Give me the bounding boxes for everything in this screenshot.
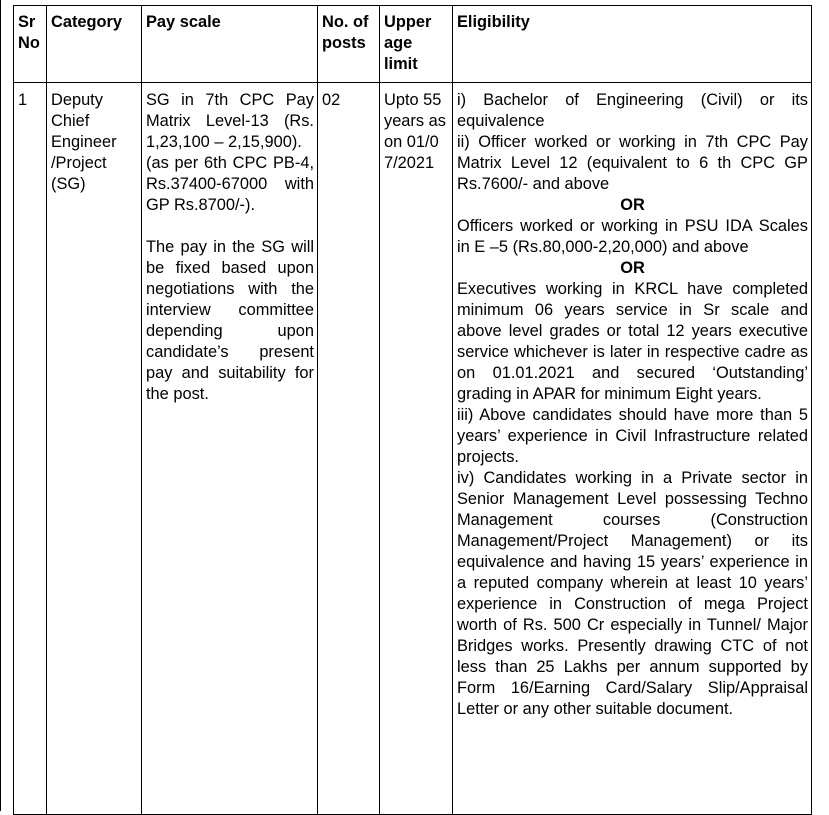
- cell-sr-no: 1: [14, 83, 47, 815]
- header-sr-no: Sr No: [14, 6, 47, 83]
- header-eligibility: Eligibility: [453, 6, 812, 83]
- cell-pay-scale: [142, 83, 318, 815]
- page-edge-rule: [0, 0, 1, 811]
- header-age-limit: Upper age limit: [380, 6, 453, 83]
- cell-category: Deputy Chief Engineer /Project (SG): [47, 83, 142, 815]
- pay-scale-level: SG in 7th CPC Pay Matrix Level-13 (Rs. 1,23,100 – 2,15,900).: [146, 91, 314, 151]
- table-row: [14, 83, 812, 815]
- or-separator: OR: [620, 196, 645, 214]
- header-posts: No. of posts: [318, 6, 380, 83]
- eligibility-i: i) Bachelor of Engineering (Civil) or its equivalence: [457, 91, 808, 130]
- cell-posts: 02: [318, 83, 380, 815]
- eligibility-krcl: Executives working in KRCL have completed minimum 06 years service in Sr scale and above level grades or total 12 years executive service whichever is later in respective cadre as on 01.01.2021 and secured ‘Outstanding’ grading in APAR for minimum Eight years.: [457, 280, 808, 403]
- or-separator: OR: [620, 259, 645, 277]
- cell-eligibility: [453, 83, 812, 815]
- eligibility-table: [13, 5, 812, 815]
- eligibility-ii: ii) Officer worked or working in 7th CPC Pay Matrix Level 12 (equivalent to 6 th CPC GP Rs.7600/- and above: [457, 133, 808, 193]
- eligibility-psu: Officers worked or working in PSU IDA Scales in E –5 (Rs.80,000-2,20,000) and above: [457, 217, 808, 256]
- spacer: [146, 216, 314, 237]
- header-category: Category: [47, 6, 142, 83]
- table-header-row: [14, 6, 812, 83]
- header-pay-scale: Pay scale: [142, 6, 318, 83]
- eligibility-iii: iii) Above candidates should have more than 5 years’ experience in Civil Infrastructure related projects.: [457, 406, 808, 466]
- eligibility-iv: iv) Candidates working in a Private sector in Senior Management Level possessing Techno Management courses (Construction Management/Project Management) or its equivalence and having 15 years’ experience in a reputed company wherein at least 10 years’ experience in Construction of mega Project worth of Rs. 500 Cr especially in Tunnel/ Major Bridges works. Presently drawing CTC of not less than 25 Lakhs per annum supported by Form 16/Earning Card/Salary Slip/Appraisal Letter or any other suitable document.: [457, 469, 808, 718]
- pay-scale-note: The pay in the SG will be fixed based upon negotiations with the interview committee depending upon candidate’s present pay and suitability for the post.: [146, 238, 314, 403]
- pay-scale-6th-cpc: (as per 6th CPC PB-4, Rs.37400-67000 with GP Rs.8700/-).: [146, 154, 314, 214]
- cell-age-limit: Upto 55 years as on 01/07/2021: [380, 83, 453, 815]
